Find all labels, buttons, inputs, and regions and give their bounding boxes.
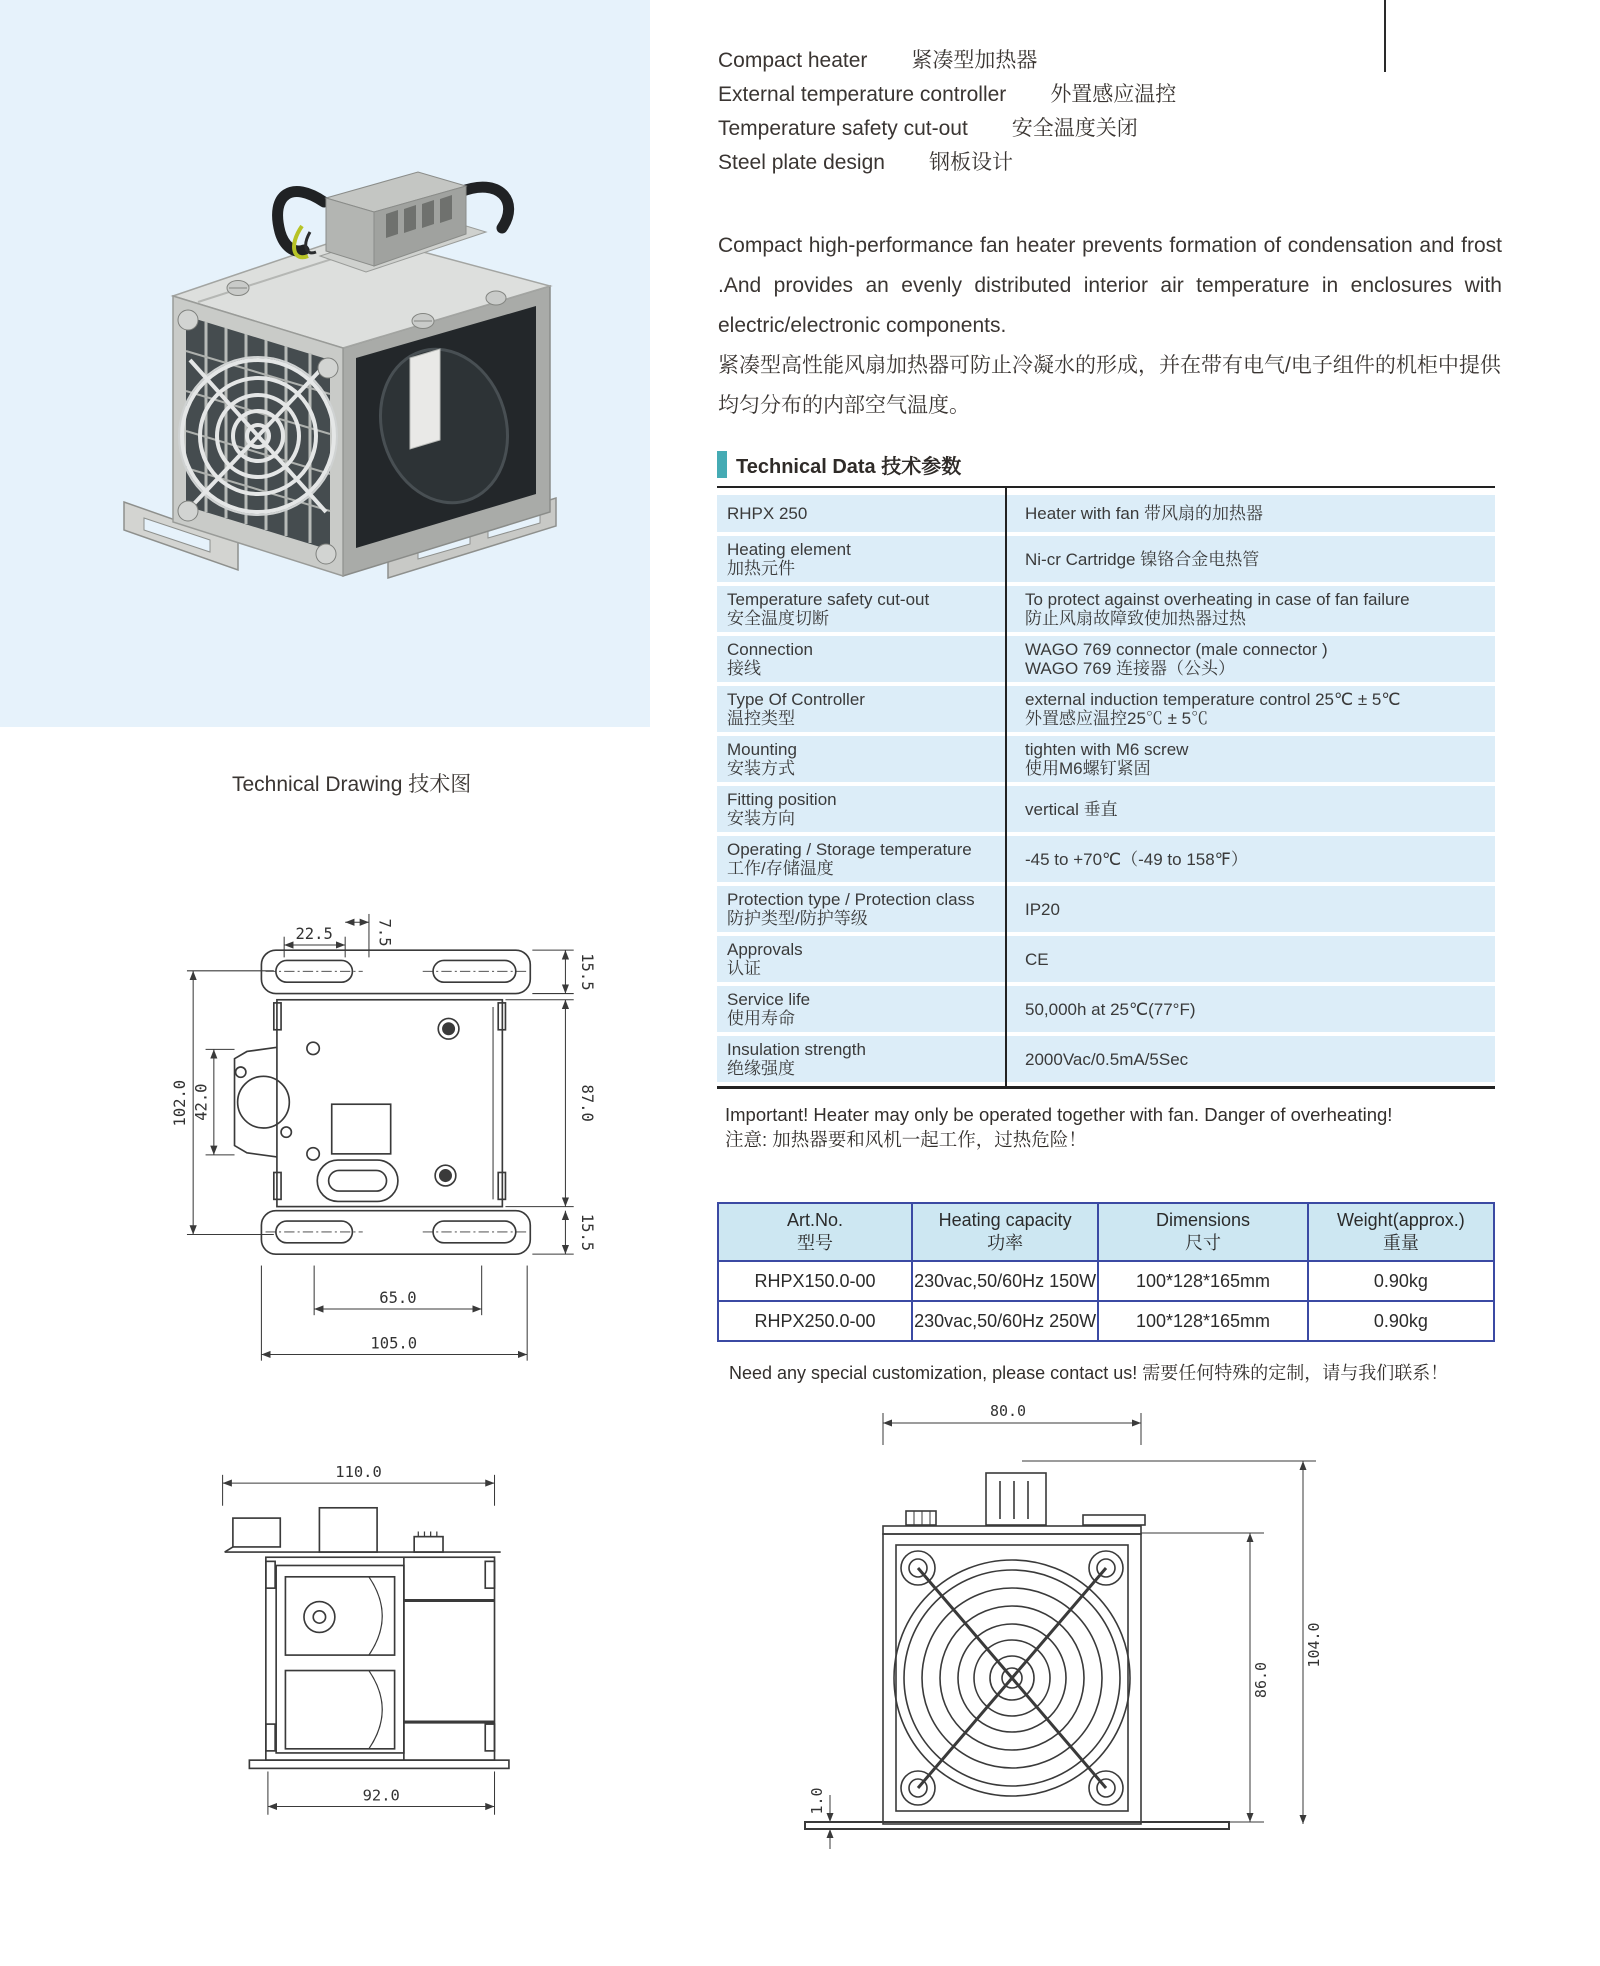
feature-line	[718, 44, 1176, 78]
product-table-header-row	[718, 1203, 1494, 1261]
table-row	[717, 495, 1495, 532]
dim-base-width: 92.0	[362, 1786, 400, 1805]
col-weight: Weight(approx.) 重量	[1308, 1203, 1494, 1261]
col-artno: Art.No. 型号	[718, 1203, 912, 1261]
technical-data-title-text: Technical Data 技术参数	[736, 456, 962, 478]
feature-zh: 安全温度关闭	[1011, 117, 1138, 140]
dimensions-cell: 100*128*165mm	[1098, 1261, 1308, 1301]
dim-front-overall-height: 104.0	[1305, 1622, 1323, 1668]
feature-zh: 钢板设计	[928, 151, 1013, 174]
value-cell: Heater with fan 带风扇的加热器	[1025, 504, 1264, 523]
value-cell: WAGO 769 connector (male connector ) WAGO 769 连接器（公头）	[1025, 640, 1328, 678]
table-row	[717, 736, 1495, 782]
table-row	[717, 886, 1495, 932]
drawing-plate-view	[158, 893, 613, 1393]
value-cell: 50,000h at 25℃(77°F)	[1025, 999, 1196, 1019]
value-cell: tighten with M6 screw 使用M6螺钉紧固	[1025, 740, 1189, 778]
capacity-cell: 230vac,50/60Hz 150W	[912, 1261, 1098, 1301]
feature-en: Steel plate design	[718, 151, 885, 174]
value-cell: -45 to +70℃（-49 to 158℉）	[1025, 849, 1248, 869]
dim-overall-width: 105.0	[370, 1334, 418, 1353]
dim-base-thickness: 1.0	[808, 1787, 826, 1815]
table-row	[717, 686, 1495, 732]
description-zh: 紧凑型高性能风扇加热器可防止冷凝水的形成，并在带有电气/电子组件的机柜中提供均匀分布的内部空气温度。	[718, 354, 1501, 417]
value-cell: 2000Vac/0.5mA/5Sec	[1025, 1049, 1189, 1069]
param-cell: Type Of Controller 温控类型	[727, 690, 865, 728]
feature-en: External temperature controller	[718, 83, 1007, 106]
col-heating-capacity: Heating capacity 功率	[912, 1203, 1098, 1261]
table-row	[717, 986, 1495, 1032]
product-table	[717, 1202, 1495, 1342]
param-cell: RHPX 250	[727, 504, 808, 523]
dim-body-height: 87.0	[577, 1084, 596, 1122]
feature-zh: 紧凑型加热器	[911, 49, 1038, 72]
feature-zh: 外置感应温控	[1050, 83, 1177, 106]
dim-slot-offset: 7.5	[375, 918, 394, 947]
dimensions-cell: 100*128*165mm	[1098, 1301, 1308, 1341]
feature-line	[718, 78, 1176, 112]
param-cell: Operating / Storage temperature 工作/存储温度	[727, 840, 972, 878]
value-cell: IP20	[1025, 899, 1060, 919]
value-cell: external induction temperature control 25℃ ± 5℃ 外置感应温控25℃ ± 5℃	[1025, 690, 1401, 728]
dim-front-body-height: 86.0	[1252, 1661, 1270, 1699]
important-note	[717, 1102, 1495, 1152]
param-cell: Approvals 认证	[727, 940, 803, 978]
table-row	[717, 936, 1495, 982]
product-photo	[88, 106, 568, 586]
table-row	[717, 1036, 1495, 1082]
feature-en: Compact heater	[718, 49, 868, 72]
param-cell: Temperature safety cut-out 安全温度切断	[727, 590, 930, 628]
technical-data-title	[717, 450, 1495, 486]
product-photo-panel	[0, 0, 650, 727]
product-description	[718, 226, 1502, 426]
dim-hole-spacing: 65.0	[379, 1288, 417, 1307]
value-cell: Ni-cr Cartridge 镍铬合金电热管	[1025, 549, 1260, 569]
param-cell: Protection type / Protection class 防护类型/防护等级	[727, 890, 975, 928]
feature-line	[718, 146, 1176, 180]
drawing-side-view	[204, 1446, 544, 1858]
table-row	[717, 636, 1495, 682]
param-cell: Mounting 安装方式	[727, 740, 797, 778]
value-cell: CE	[1025, 949, 1049, 969]
dim-overall-height: 102.0	[170, 1079, 189, 1127]
param-cell: Service life 使用寿命	[727, 990, 811, 1028]
feature-en: Temperature safety cut-out	[718, 117, 968, 140]
weight-cell: 0.90kg	[1308, 1261, 1494, 1301]
param-cell: Fitting position 安装方向	[727, 790, 837, 828]
dim-slot-width: 22.5	[295, 924, 333, 943]
table-row	[717, 786, 1495, 832]
table-row	[717, 586, 1495, 632]
important-note-en: Important! Heater may only be operated together with fan. Danger of overheating!	[725, 1104, 1393, 1125]
description-en: Compact high-performance fan heater prevents formation of condensation and frost .And provides an evenly distributed interior air temperature in enclosures with electric/electronic components.	[718, 234, 1502, 337]
dim-side-width: 110.0	[335, 1462, 382, 1481]
technical-drawing-label: Technical Drawing 技术图	[232, 773, 472, 796]
accent-bar	[717, 451, 727, 478]
dim-cutout-height: 42.0	[192, 1083, 211, 1121]
table-row	[717, 836, 1495, 882]
dim-front-width: 80.0	[989, 1402, 1027, 1420]
dim-bracket-top: 15.5	[577, 953, 596, 991]
artno-cell: RHPX250.0-00	[718, 1301, 912, 1341]
col-dimensions: Dimensions 尺寸	[1098, 1203, 1308, 1261]
artno-cell: RHPX150.0-00	[718, 1261, 912, 1301]
product-row	[718, 1261, 1494, 1301]
dim-bracket-bottom: 15.5	[577, 1213, 596, 1252]
technical-data-section	[717, 450, 1495, 1385]
value-cell: vertical 垂直	[1025, 799, 1118, 819]
important-note-zh: 注意: 加热器要和风机一起工作，过热危险！	[725, 1129, 1087, 1150]
page-crop-mark	[1384, 0, 1386, 72]
param-cell: Heating element 加热元件	[727, 540, 851, 578]
feature-line	[718, 112, 1176, 146]
technical-data-table	[717, 486, 1495, 1089]
product-row	[718, 1301, 1494, 1341]
customization-note: Need any special customization, please contact us! 需要任何特殊的定制，请与我们联系！	[729, 1363, 1449, 1383]
feature-list	[718, 44, 1176, 180]
capacity-cell: 230vac,50/60Hz 250W	[912, 1301, 1098, 1341]
drawing-front-view	[778, 1383, 1350, 1851]
value-cell: To protect against overheating in case of fan failure 防止风扇故障致使加热器过热	[1025, 590, 1410, 628]
param-cell: Insulation strength 绝缘强度	[727, 1040, 866, 1078]
weight-cell: 0.90kg	[1308, 1301, 1494, 1341]
param-cell: Connection 接线	[727, 640, 814, 678]
table-row	[717, 536, 1495, 582]
